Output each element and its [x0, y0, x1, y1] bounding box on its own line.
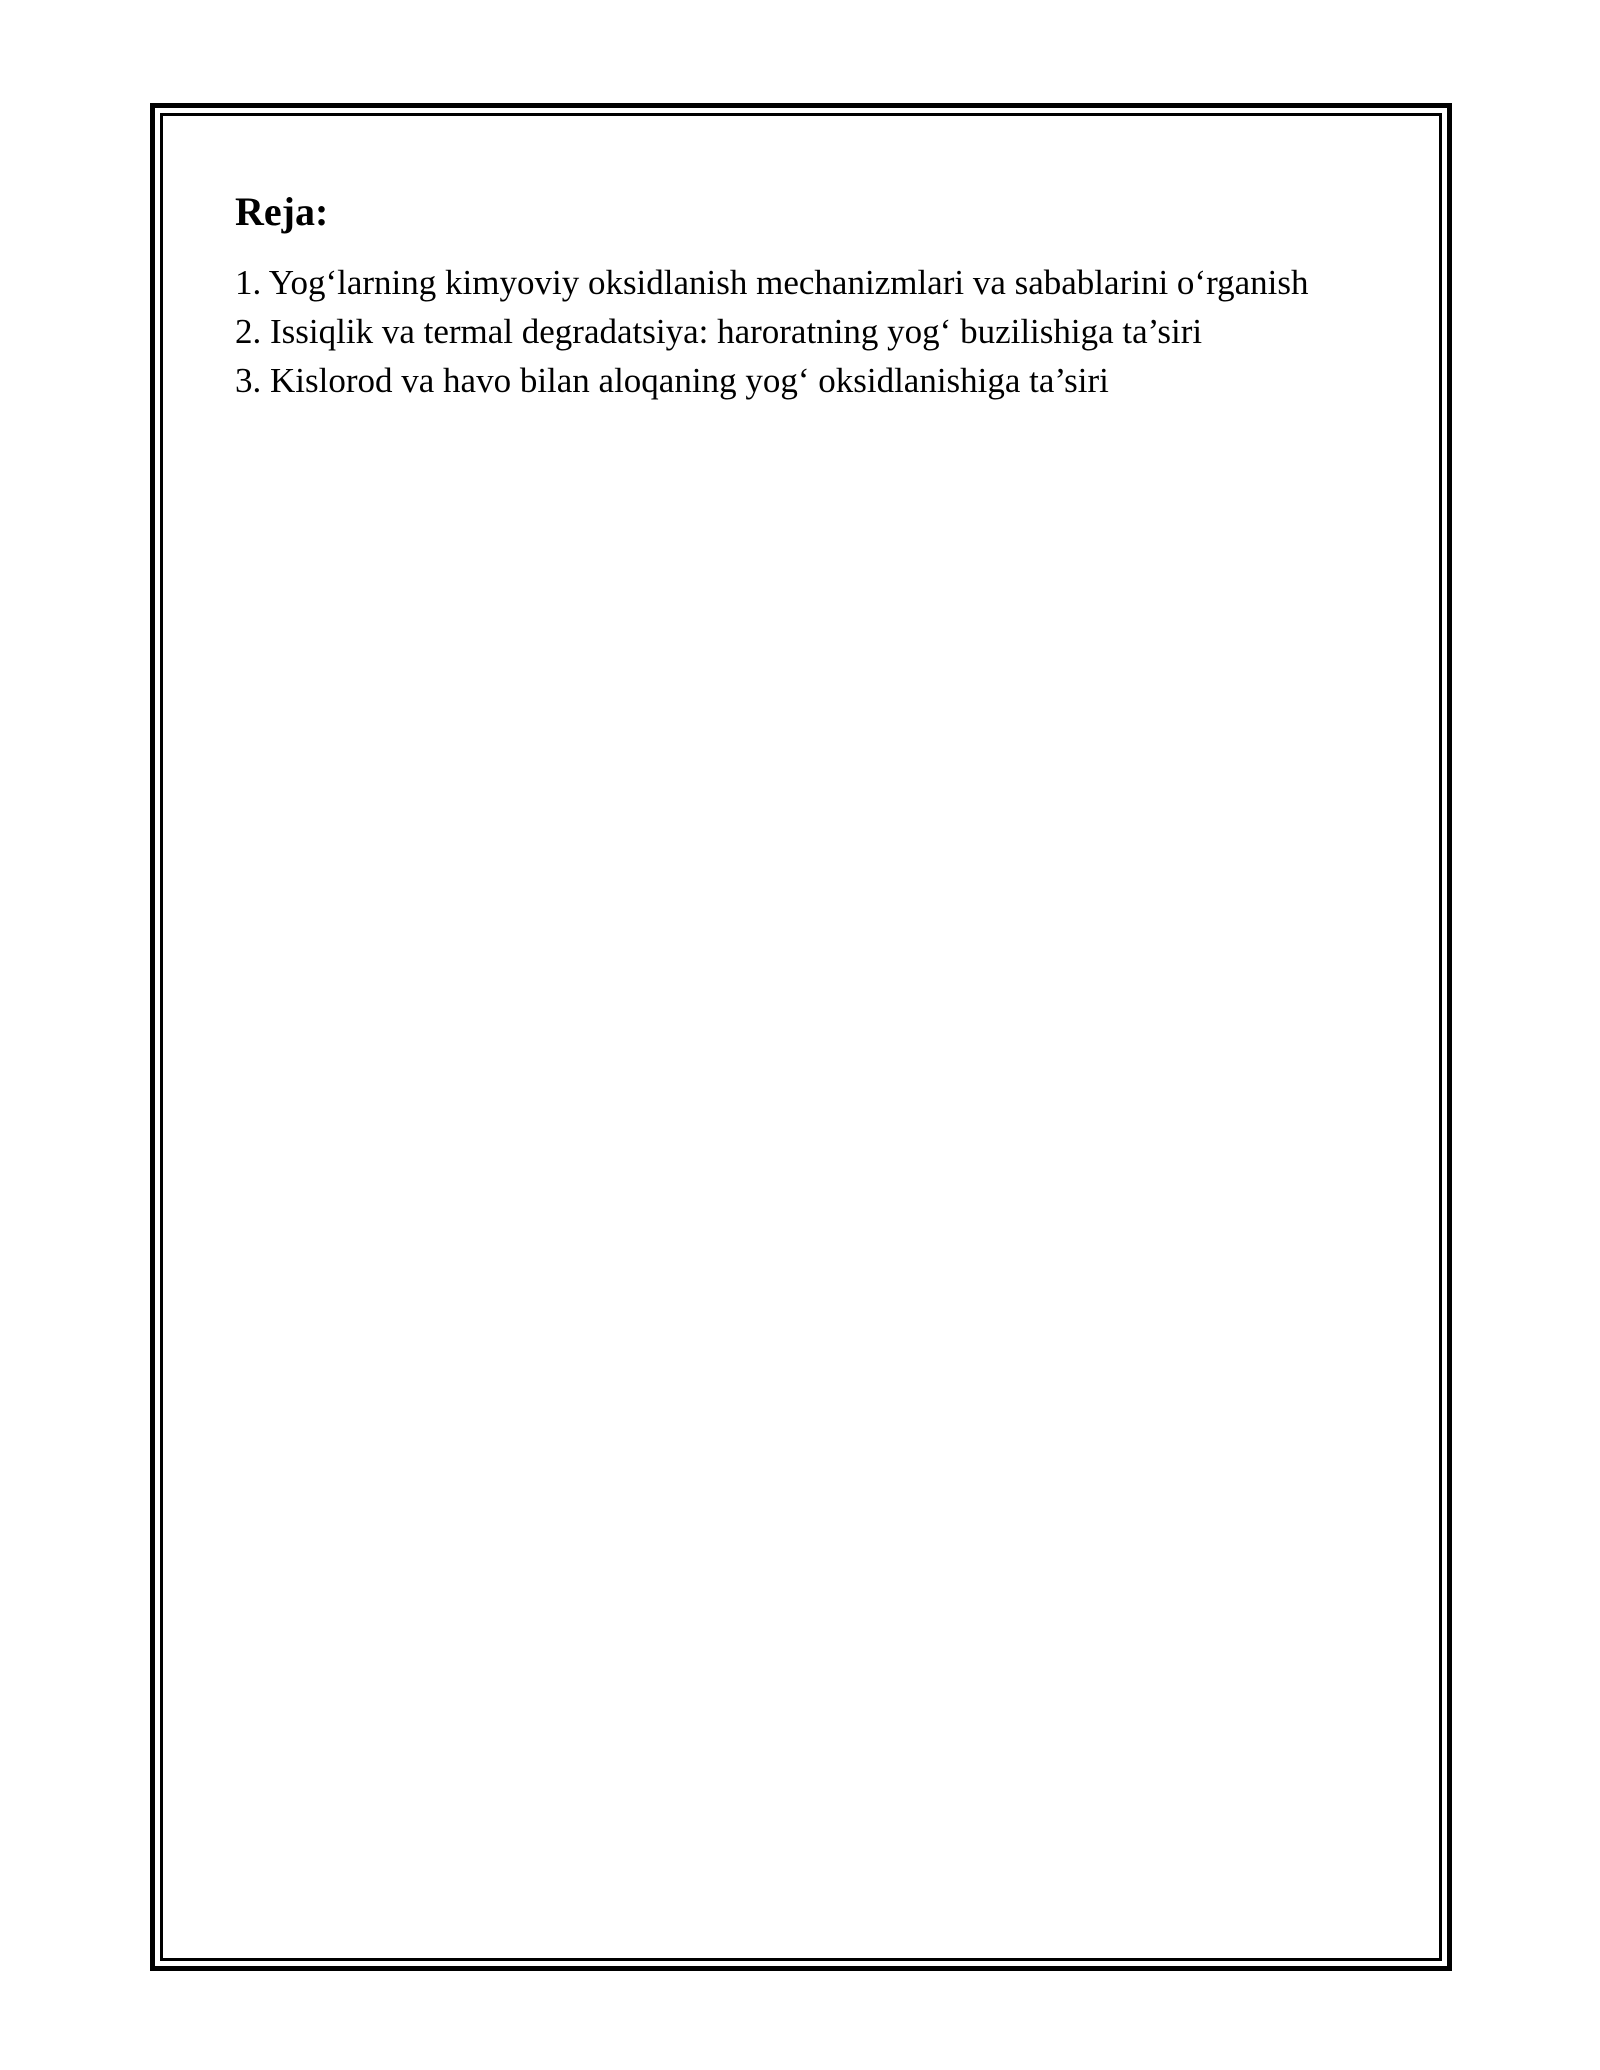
plan-item-2: 2. Issiqlik va termal degradatsiya: haroratning yog‘ buzilishiga ta’siri: [235, 312, 1203, 351]
plan-item-1: 1. Yog‘larning kimyoviy oksidlanish mechanizmlari va sabablarini o‘rganish: [235, 263, 1309, 302]
plan-item-3: 3. Kislorod va havo bilan aloqaning yog‘ oksidlanishiga ta’siri: [235, 361, 1109, 400]
document-content: [235, 188, 1385, 405]
plan-list: [235, 258, 1385, 405]
plan-heading: Reja:: [235, 189, 329, 234]
